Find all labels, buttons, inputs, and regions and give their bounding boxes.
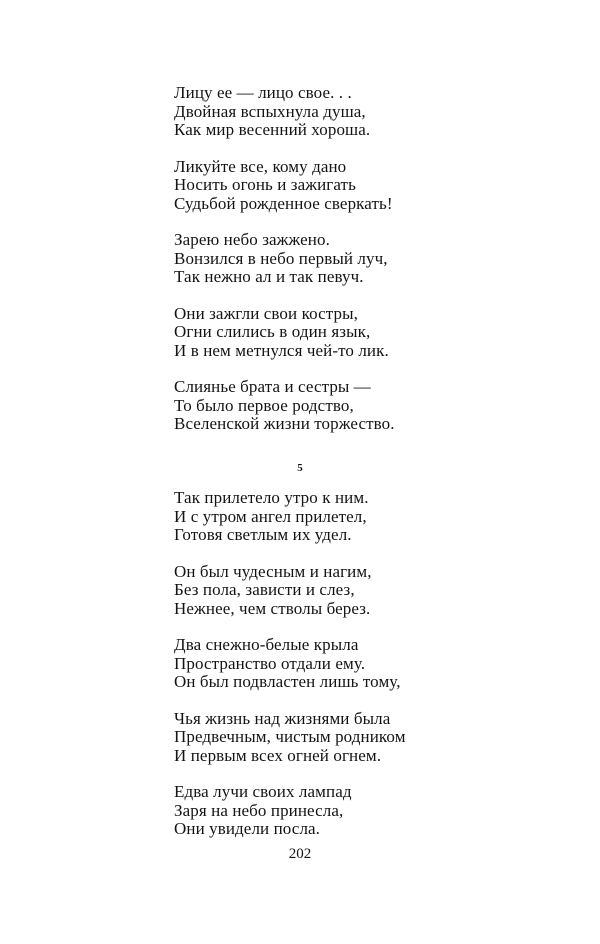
poem-part-two <box>174 489 474 857</box>
stanza <box>174 378 474 434</box>
poem-line: Нежнее, чем стволы берез. <box>174 598 371 618</box>
stanza <box>174 636 474 692</box>
poem-line: Так нежно ал и так певуч. <box>174 267 364 286</box>
poem-line: Два снежно-белые крыла <box>174 635 359 654</box>
poem-line: Они зажгли свои костры, <box>174 303 358 323</box>
poem-line: И первым всех огней огнем. <box>174 745 382 765</box>
poem-line: Они увидели посла. <box>174 819 321 838</box>
poem-line: Предвечным, чистым родником <box>174 727 406 746</box>
poem-line: Как мир весенний хороша. <box>174 120 371 139</box>
poem-line: Слиянье брата и сестры — <box>174 377 371 396</box>
poem-line: Вселенской жизни торжество. <box>174 414 395 433</box>
poem-line: Чья жизнь над жизнями была <box>174 708 391 728</box>
stanza <box>174 84 474 140</box>
poem-part-one <box>174 84 474 452</box>
poem-line: И в нем метнулся чей-то лик. <box>174 340 389 360</box>
poem-line: Так прилетело утро к ним. <box>174 488 369 507</box>
stanza <box>174 783 474 839</box>
poem-line: Едва лучи своих лампад <box>174 782 352 801</box>
poem-line: Вонзился в небо первый луч, <box>174 248 388 268</box>
poem-line: Зарею небо зажжено. <box>174 230 330 249</box>
poem-line: Заря на небо принесла, <box>174 800 344 820</box>
poem-line: Пространство отдали ему. <box>174 653 366 673</box>
stanza <box>174 158 474 214</box>
poem-line: И с утром ангел прилетел, <box>174 506 367 526</box>
poem-line: Лицу ее — лицо свое. . . <box>174 83 352 102</box>
poem-line: Он был чудесным и нагим, <box>174 561 372 581</box>
poem-line: Ликуйте все, кому дано <box>174 156 347 176</box>
poem-line: Судьбой рожденное сверкать! <box>174 193 393 213</box>
poem-line: Он был подвластен лишь тому, <box>174 672 401 691</box>
poem-line: Носить огонь и зажигать <box>174 175 356 194</box>
poem-line: Двойная вспыхнула душа, <box>174 101 366 121</box>
stanza <box>174 305 474 361</box>
stanza <box>174 489 474 545</box>
stanza <box>174 710 474 766</box>
poem-line: Огни слились в один язык, <box>174 322 371 341</box>
poem-line: Без пола, зависти и слез, <box>174 580 355 599</box>
stanza <box>174 563 474 619</box>
stanza <box>174 231 474 287</box>
poem-line: Готовя светлым их удел. <box>174 525 352 544</box>
poem-line: То было первое родство, <box>174 395 354 415</box>
section-number: 5 <box>297 462 303 474</box>
page-number: 202 <box>288 846 312 862</box>
